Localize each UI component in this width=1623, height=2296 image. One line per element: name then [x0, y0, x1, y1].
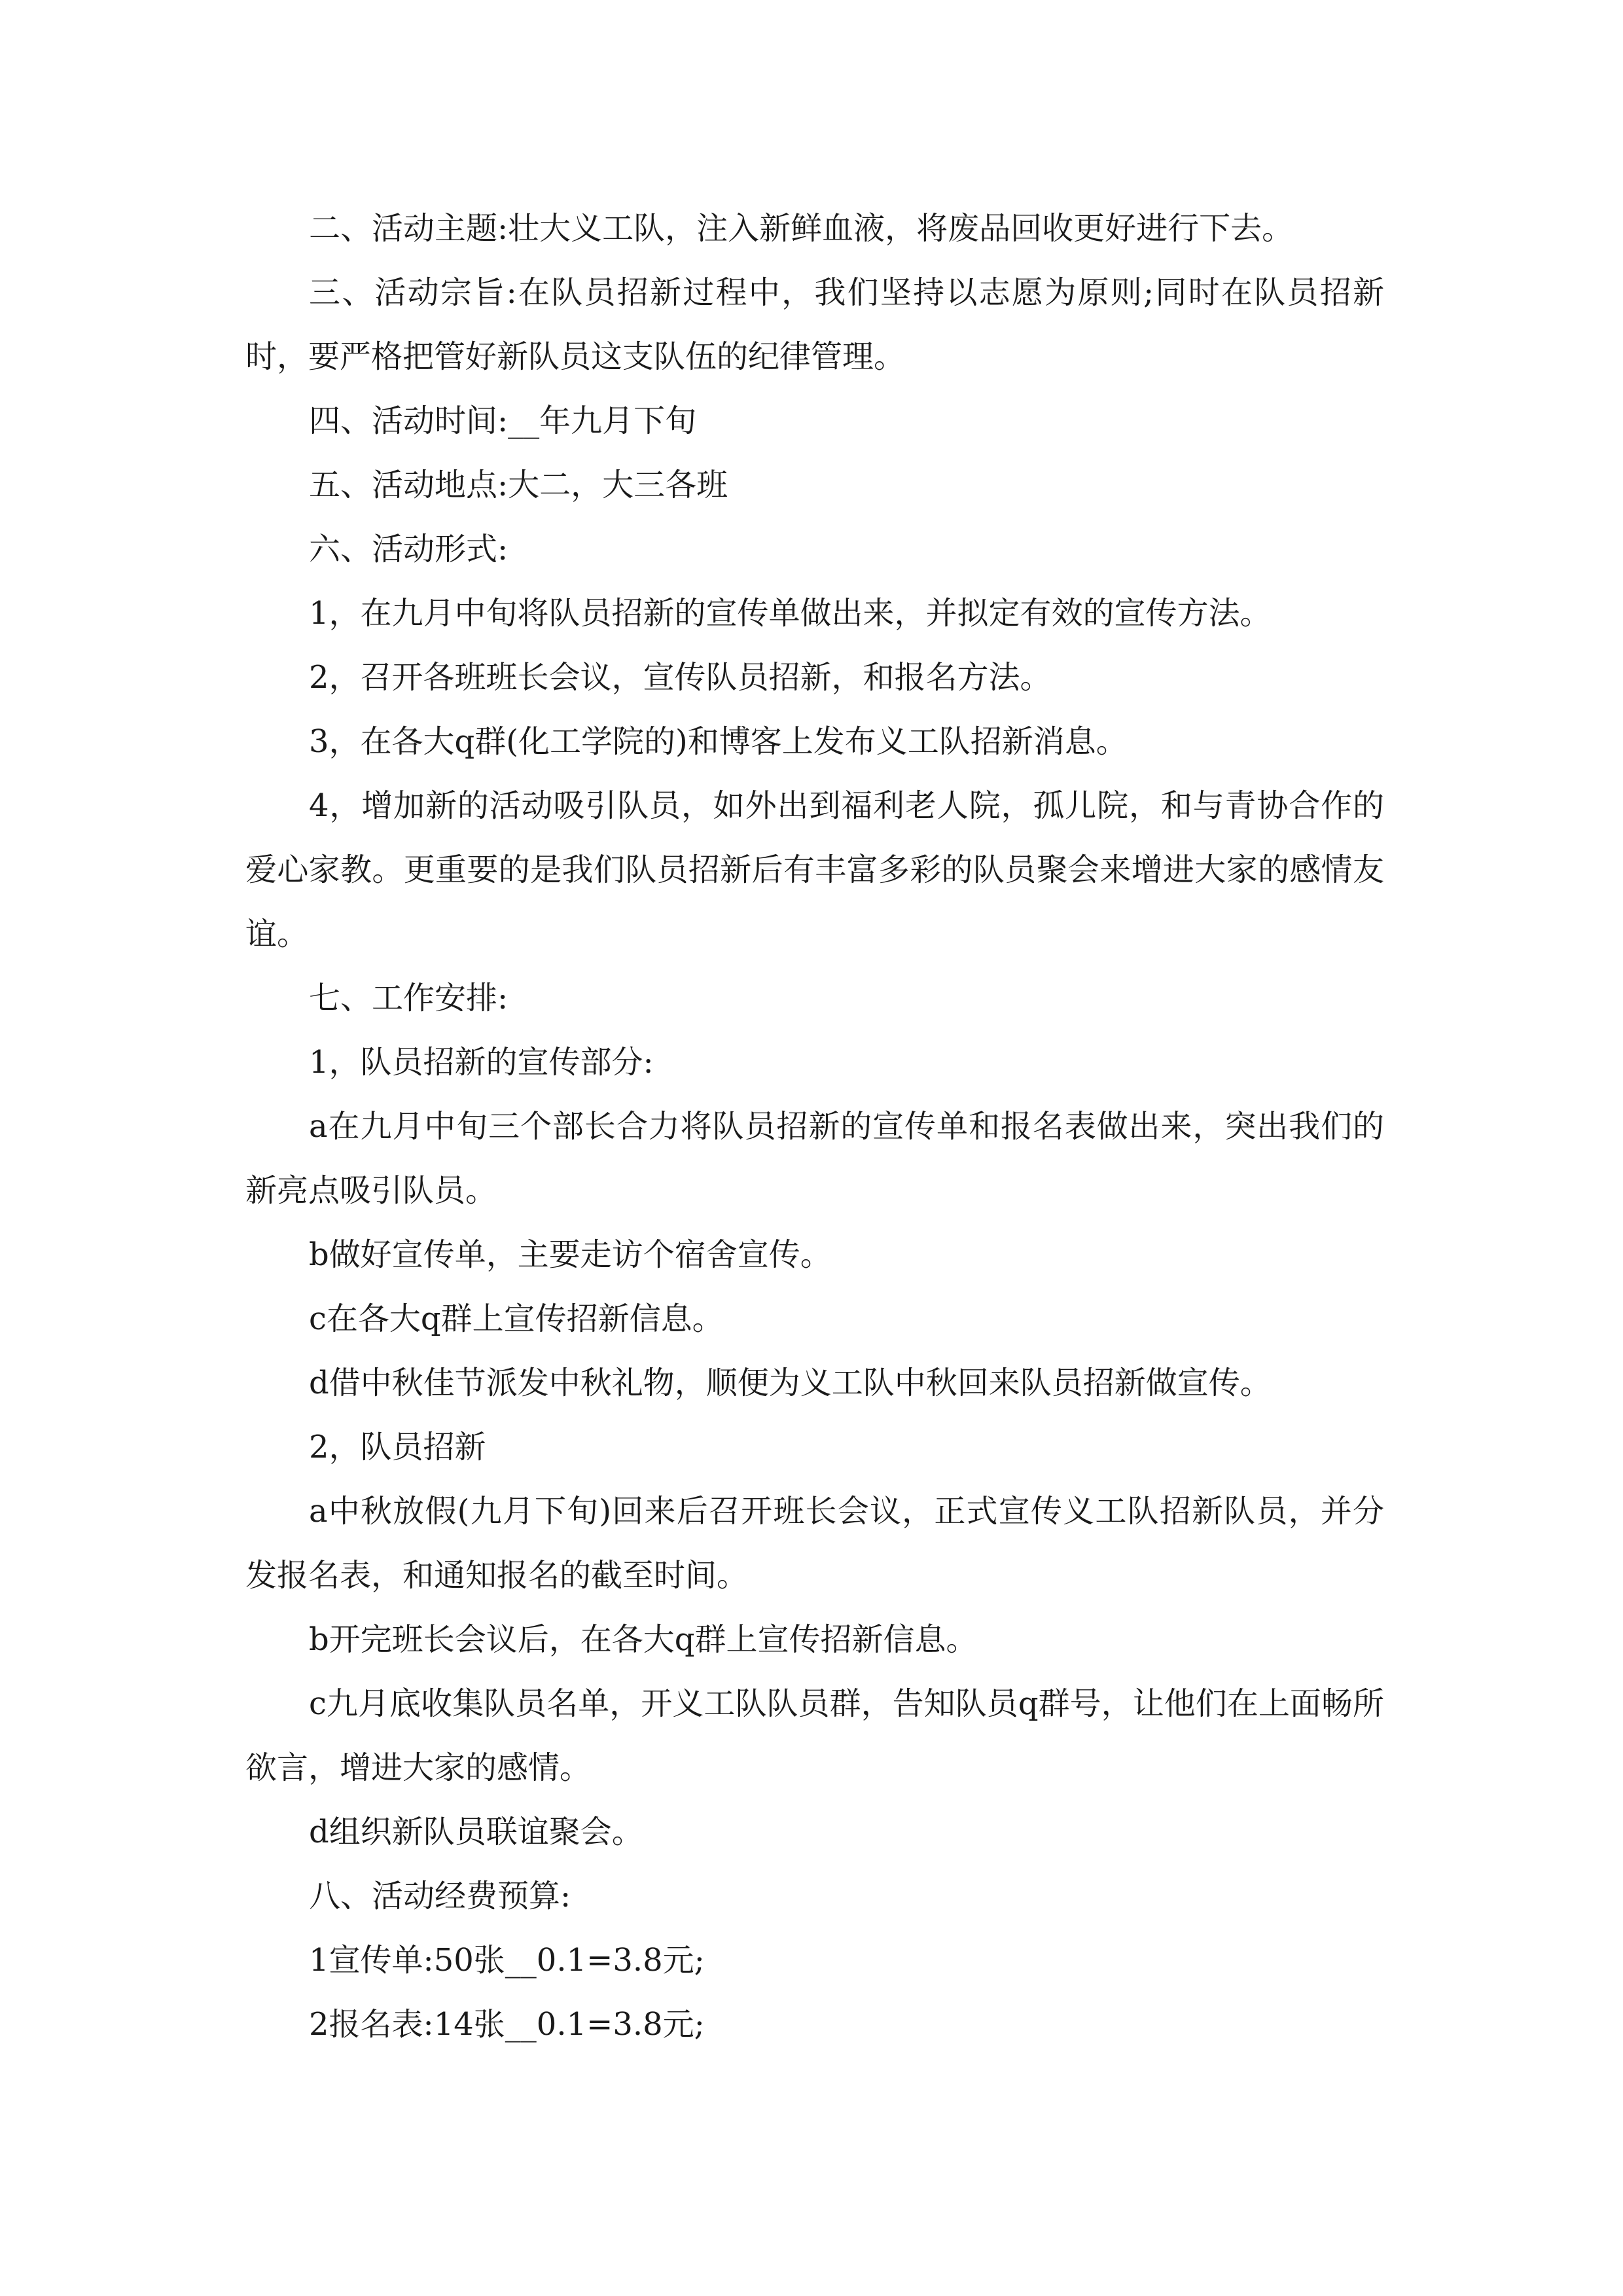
paragraph-format-item-4: 4，增加新的活动吸引队员，如外出到福利老人院，孤儿院，和与青协合作的爱心家教。更重要的是我们队员招新后有丰富多彩的队员聚会来增进大家的感情友谊。 — [245, 787, 1384, 952]
paragraph-format-item-2: 2，召开各班班长会议，宣传队员招新，和报名方法。 — [309, 659, 1052, 696]
paragraph-recruitment-b: b开完班长会议后，在各大q群上宣传招新信息。 — [309, 1621, 978, 1658]
paragraph-publicity-d: d借中秋佳节派发中秋礼物，顺便为义工队中秋回来队员招新做宣传。 — [309, 1365, 1272, 1401]
subheading-recruitment: 2，队员招新 — [309, 1429, 486, 1465]
heading-activity-format: 六、活动形式: — [309, 531, 508, 567]
paragraph-recruitment-a: a中秋放假(九月下旬)回来后召开班长会议，正式宣传义工队招新队员，并分发报名表，和通知报名的截至时间。 — [245, 1493, 1384, 1594]
paragraph-budget-item-2: 2报名表:14张__0.1=3.8元; — [309, 2006, 705, 2043]
paragraph-location: 五、活动地点:大二，大三各班 — [309, 467, 728, 503]
paragraph-purpose: 三、活动宗旨:在队员招新过程中，我们坚持以志愿为原则;同时在队员招新时，要严格把管好新队员这支队伍的纪律管理。 — [245, 274, 1384, 375]
paragraph-format-item-1: 1，在九月中旬将队员招新的宣传单做出来，并拟定有效的宣传方法。 — [309, 595, 1272, 632]
paragraph-recruitment-c: c九月底收集队员名单，开义工队队员群，告知队员q群号，让他们在上面畅所欲言，增进大家的感情。 — [245, 1685, 1384, 1786]
subheading-publicity: 1，队员招新的宣传部分: — [309, 1044, 654, 1081]
paragraph-publicity-a: a在九月中旬三个部长合力将队员招新的宣传单和报名表做出来，突出我们的新亮点吸引队员。 — [245, 1108, 1384, 1209]
paragraph-theme: 二、活动主题:壮大义工队，注入新鲜血液，将废品回收更好进行下去。 — [309, 210, 1294, 247]
heading-budget: 八、活动经费预算: — [309, 1878, 571, 1914]
paragraph-publicity-b: b做好宣传单，主要走访个宿舍宣传。 — [309, 1236, 832, 1273]
paragraph-budget-item-1: 1宣传单:50张__0.1=3.8元; — [309, 1942, 705, 1979]
paragraph-format-item-3: 3，在各大q群(化工学院的)和博客上发布义工队招新消息。 — [309, 723, 1128, 760]
paragraph-recruitment-d: d组织新队员联谊聚会。 — [309, 1814, 643, 1850]
paragraph-time: 四、活动时间:__年九月下旬 — [309, 403, 697, 439]
heading-work-arrangement: 七、工作安排: — [309, 980, 508, 1016]
paragraph-publicity-c: c在各大q群上宣传招新信息。 — [309, 1300, 724, 1337]
document-body — [245, 196, 1384, 2056]
